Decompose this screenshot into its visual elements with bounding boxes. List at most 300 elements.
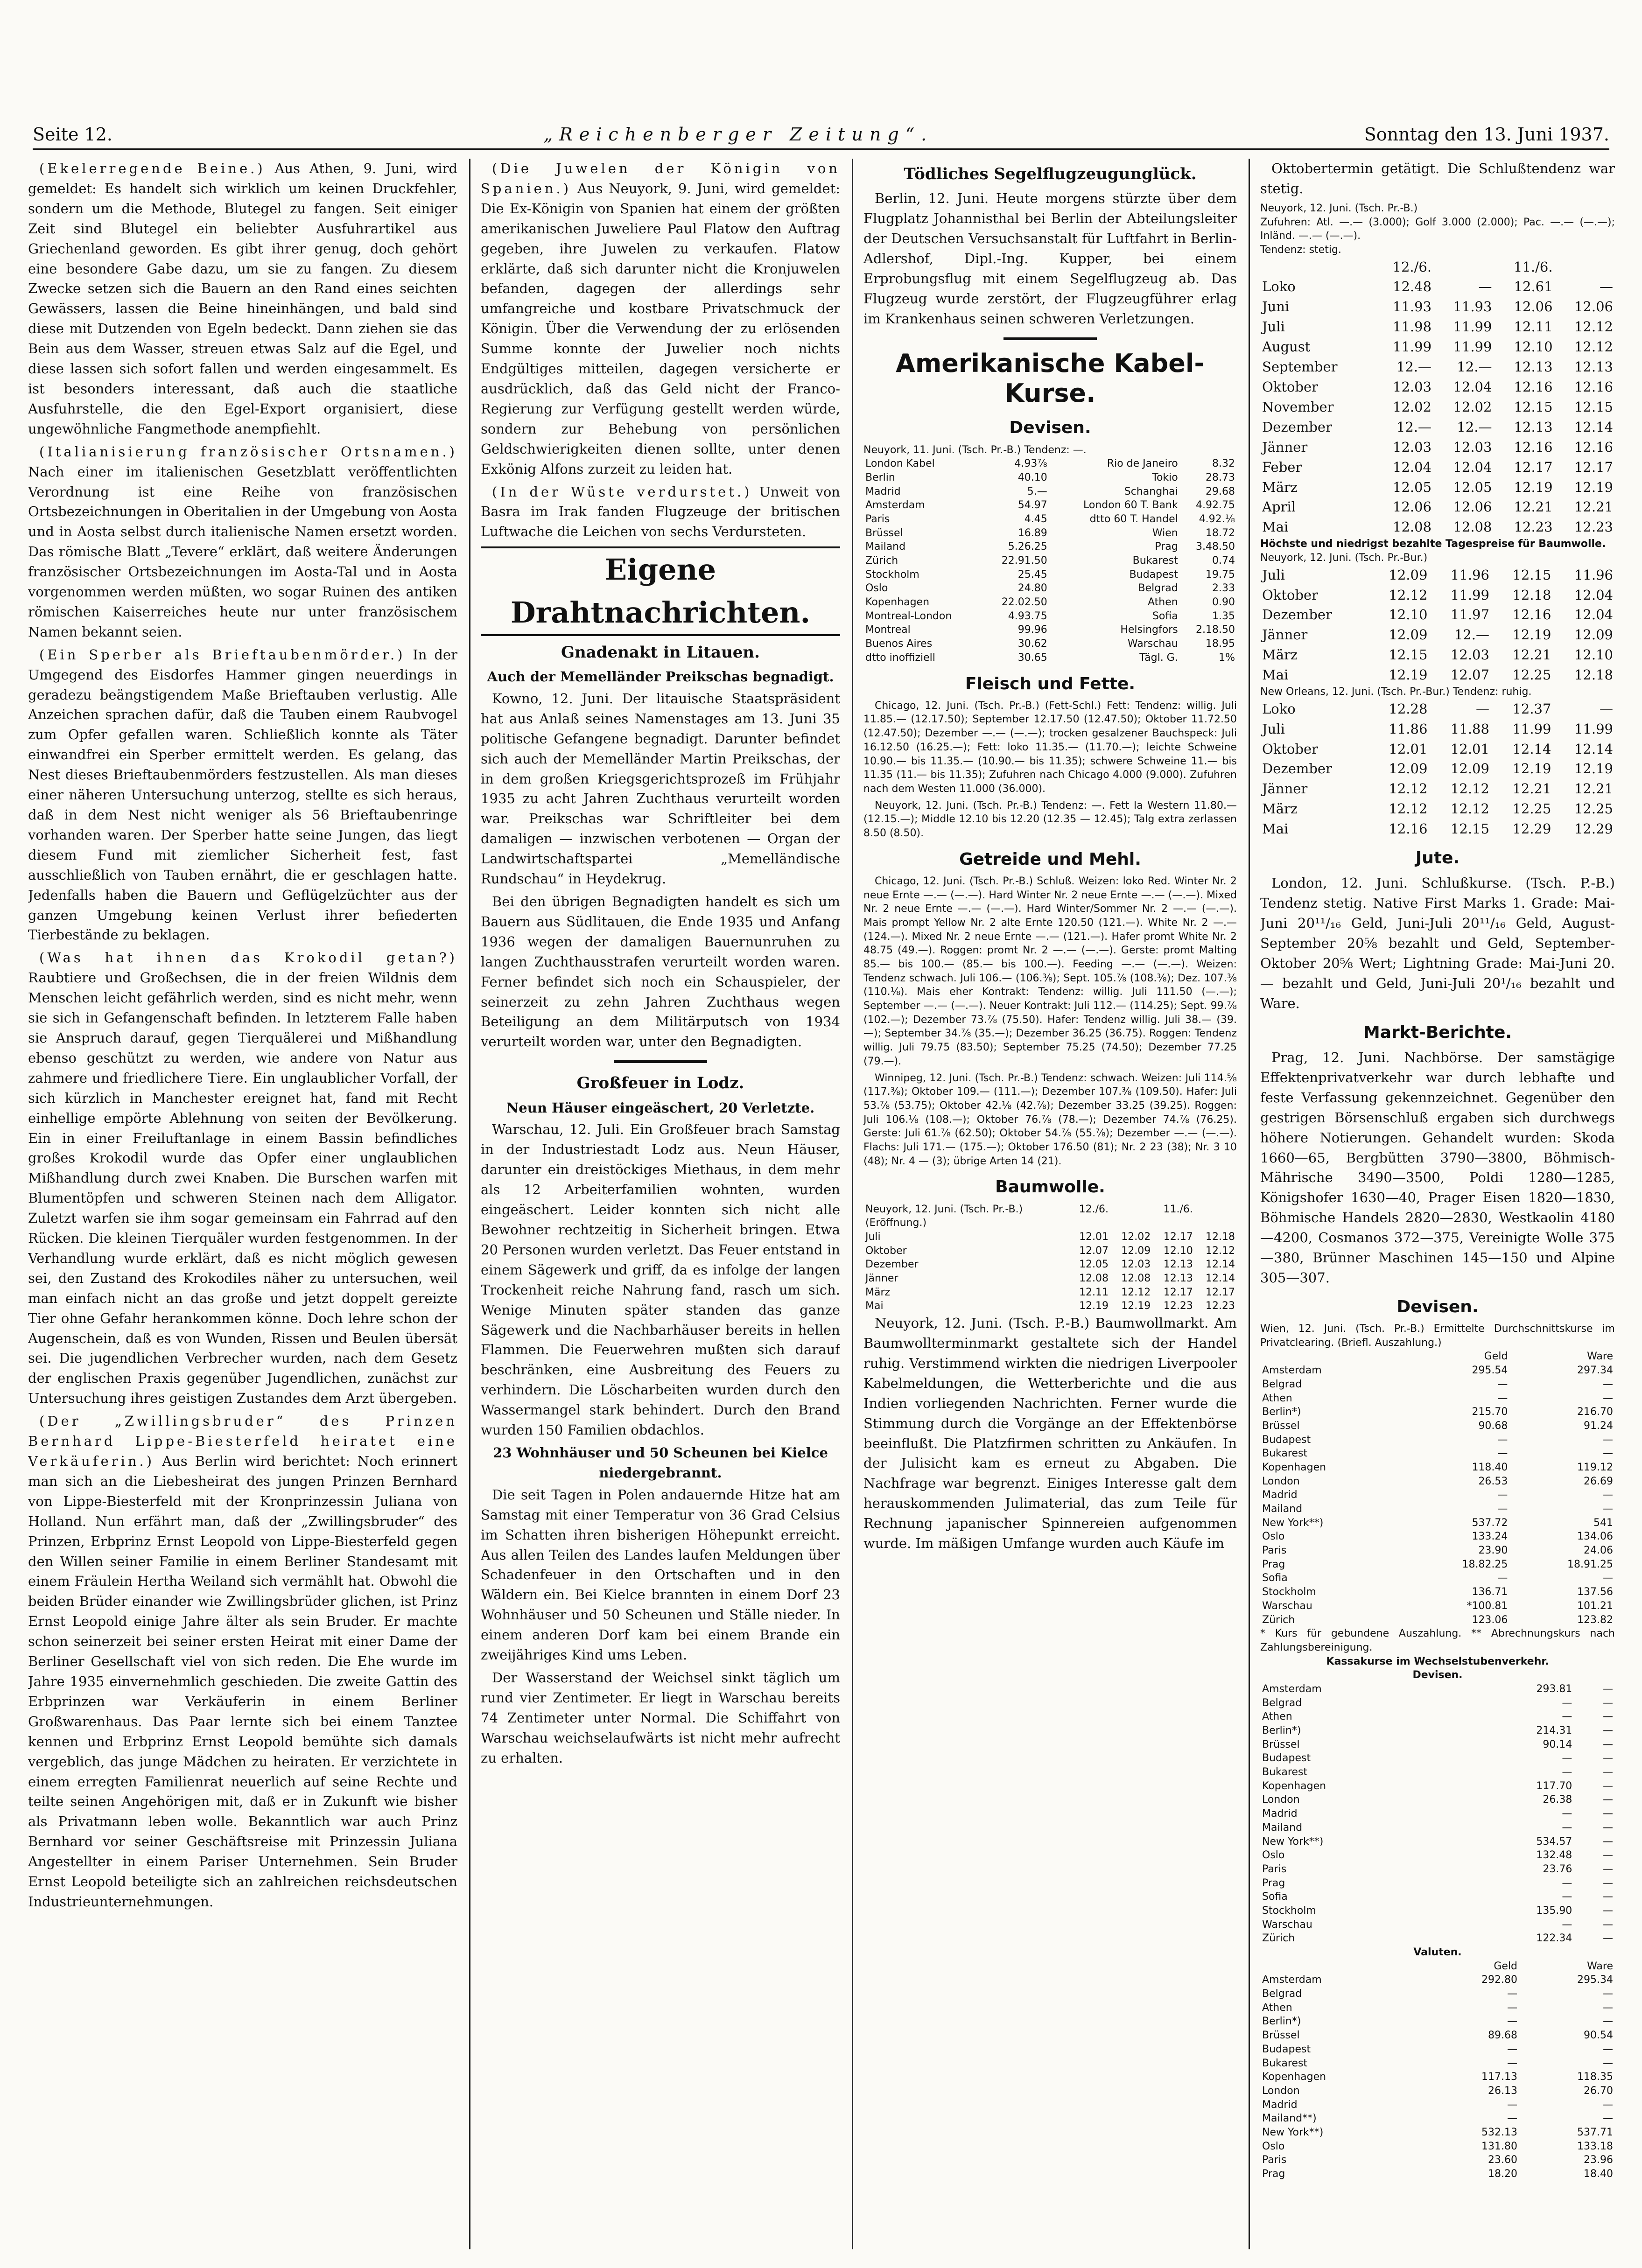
table-cell: 12.08 — [1393, 519, 1432, 535]
table-cell: 12.14 — [1206, 1273, 1235, 1285]
table-cell: — — [1562, 1711, 1572, 1723]
table-cell: — — [1507, 2113, 1517, 2125]
table-cell: Oktober — [1262, 587, 1319, 603]
table-cell: — — [1562, 1766, 1572, 1778]
table-cell: 12.19 — [1514, 479, 1553, 495]
table-cell: 12.— — [1454, 627, 1489, 643]
table-row — [1260, 1751, 1615, 1765]
table-cell: 12.17 — [1206, 1286, 1235, 1298]
table-row — [1260, 1973, 1615, 1987]
table-cell: — — [1603, 1392, 1613, 1404]
table-row — [1260, 497, 1615, 517]
newspaper-title: „Reichenberger Zeitung“. — [543, 124, 933, 145]
page-number: Seite 12. — [33, 124, 112, 145]
table-cell: 12.21 — [1574, 781, 1613, 797]
table-cell: 118.40 — [1472, 1461, 1508, 1473]
table-cell: 12.25 — [1512, 801, 1551, 817]
table-cell: 119.12 — [1577, 1461, 1613, 1473]
table-header-cell — [1260, 1350, 1404, 1364]
table-row — [863, 623, 1237, 637]
table-cell: Bukarest — [1262, 1448, 1308, 1460]
table-cell: Jänner — [1262, 627, 1308, 643]
table-cell: 12.15 — [1450, 821, 1489, 837]
section-heading: Baumwolle. — [995, 1177, 1105, 1197]
table-cell: New York**) — [1262, 1517, 1324, 1529]
table-cell: 12.13 — [1514, 419, 1553, 435]
table-cell: Prag — [1155, 541, 1178, 553]
table-header-cell: 11./6. — [1514, 259, 1553, 275]
table-cell: — — [1603, 1835, 1613, 1848]
table-cell: 8.32 — [1212, 458, 1235, 470]
table-cell: 12.19 — [1389, 667, 1428, 683]
column-divider — [469, 159, 470, 2249]
section-banner: Eigene Drahtnachrichten. — [481, 546, 840, 636]
article-text: Neuyork, 12. Juni. (Tsch. P.-B.) Baumwollmarkt. Am Baumwollterminmarkt gestaltete sich der Handel ruhig. Verstimmend wirkten die niedrigen Liverpooler Kabelmeldungen, die Wetterberichte und die aus Indien vorliegenden Nachrichten. Ferner wurde die Stimmung durch die Vorgänge an der Effektenbörse beeinflußt. Die Platzfirmen schritten zu Ankäufen. In der Julisicht kam es erneut zu Abgaben. Die Nachfrage war begrenzt. Einiges Interesse galt dem herauskommenden Julimaterial, das zum Teile für Rechnung japanischer Spinnereien aufgenommen wurde. Im mäßigen Umfange wurden auch Käufe im — [863, 1315, 1237, 1552]
article-title: (In der Wüste verdurstet.) — [492, 483, 752, 500]
table-caption: Wien, 12. Juni. (Tsch. Pr.-B.) Ermittelte Durchschnittskurse im Privatclearing. (Briefl. Auszahlung.) — [1260, 1323, 1615, 1349]
table-cell: 12.16 — [1514, 439, 1553, 455]
table-cell: 12.08 — [1079, 1273, 1109, 1285]
devisen-table — [863, 457, 1237, 665]
table-row — [1260, 1696, 1615, 1710]
table-cell: 131.80 — [1481, 2140, 1517, 2152]
table-cell: 11.88 — [1450, 721, 1489, 737]
article-title: (Ekelerregende Beine.) — [39, 161, 266, 176]
new-orleans-table — [1260, 699, 1615, 839]
table-cell: Montreal — [865, 624, 911, 636]
table-cell: — — [1497, 1503, 1508, 1515]
table-cell: 118.35 — [1577, 2071, 1613, 2083]
table-cell: 297.34 — [1577, 1365, 1613, 1377]
table-cell: — — [1603, 1863, 1613, 1875]
table-cell: 11.99 — [1453, 319, 1492, 335]
section-heading: Getreide und Mehl. — [959, 849, 1141, 869]
table-cell: 12.09 — [1389, 627, 1428, 643]
table-cell: 132.48 — [1536, 1849, 1572, 1862]
table-row — [1260, 1433, 1615, 1447]
table-cell: Oktober — [1262, 741, 1319, 757]
table-cell: 18.20 — [1488, 2168, 1517, 2180]
table-cell: 89.68 — [1488, 2030, 1517, 2042]
table-cell: Kopenhagen — [865, 596, 930, 609]
article-text: Winnipeg, 12. Juni. (Tsch. Pr.-B.) Tendenz: schwach. Weizen: Juli 114.⅝ (117.⅜); Oktober 109.— (111.—); Dezember 107.⅜ (109.50). Hafer: Juli 53.⅞ (53.75); Oktober 42.⅛ (42.⅞); Dezember 33.25 (39.25). Roggen: Juli 106.⅛ (108.—); Oktober 76.⅞ (78.—); Dezember 74.⅞ (76.25). Gerste: Juli 61.⅞ (62.50); Oktober 54.⅞ (55.⅞); Dezember —.— (—.—). Flachs: Juli 171.— (175.—); Oktober 176.50 (81); Nr. 2 23 (38); Nr. 3 10 (48); Nr. 4 — (3); übrige Arten 14 (21). — [863, 1072, 1237, 1167]
table-cell: 12.04 — [1574, 587, 1613, 603]
table-cell: 12.03 — [1450, 647, 1489, 663]
table-row — [1260, 1419, 1615, 1433]
article-title: (Was hat ihnen das Krokodil getan?) — [39, 950, 457, 966]
table-cell: 12.07 — [1079, 1245, 1109, 1257]
table-cell: 12.16 — [1574, 439, 1613, 455]
table-cell: — — [1507, 2099, 1517, 2111]
table-row — [1260, 357, 1615, 377]
table-cell: 12.06 — [1514, 299, 1553, 315]
table-cell: 23.90 — [1478, 1545, 1508, 1557]
table-cell: 16.89 — [1017, 527, 1047, 539]
table-row — [863, 498, 1237, 512]
table-cell: 12.12 — [1574, 339, 1613, 355]
table-row — [1260, 1862, 1615, 1876]
table-cell: Zürich — [865, 555, 898, 567]
table-cell: 26.13 — [1488, 2085, 1517, 2097]
table-cell: 12.17 — [1163, 1231, 1193, 1243]
table-cell: — — [1507, 2043, 1517, 2055]
table-cell: 123.06 — [1472, 1614, 1508, 1626]
table-cell: 12.04 — [1393, 459, 1432, 475]
table-cell: 12.12 — [1450, 801, 1489, 817]
table-cell: Zürich — [1262, 1932, 1295, 1945]
table-row — [1260, 1793, 1615, 1807]
table-cell: 22.91.50 — [1001, 555, 1047, 567]
table-cell: — — [1603, 1918, 1613, 1931]
table-cell: Mai — [865, 1300, 884, 1312]
table-cell: 137.56 — [1577, 1586, 1613, 1598]
table-cell: Madrid — [1262, 2099, 1298, 2111]
table-cell: (Eröffnung.) — [865, 1217, 927, 1229]
table-cell: 12.06 — [1453, 499, 1492, 515]
table-row — [1260, 1710, 1615, 1724]
header-rule — [33, 148, 1609, 150]
table-cell: — — [1478, 279, 1492, 295]
table-cell: London — [1262, 2085, 1300, 2097]
table-cell: Belgrad — [1262, 1988, 1302, 2000]
article-text: Der Wasserstand der Weichsel sinkt täglich um rund vier Zentimeter. Er liegt in Warschau bereits 74 Zentimeter unter Normal. Die Schiffahrt von Warschau weichselaufwärts ist nicht mehr aufrecht zu erhalten. — [481, 1669, 840, 1766]
article — [28, 1411, 457, 1912]
table-cell: 29.68 — [1206, 485, 1235, 497]
table-cell: 23.76 — [1543, 1863, 1572, 1875]
table-cell: 18.91.25 — [1567, 1558, 1613, 1570]
article-text: Raubtiere und Großechsen, die in der freien Wildnis dem Menschen leicht gefährlich werden, sind es nicht mehr, wenn sie sich in Gefangenschaft befinden. In letzterem Falle haben sie Anspruch darauf, gegen Tierquälerei und Mißhandlung ebenso geschützt zu werden, wie andere von Natur aus zahmere und friedlichere Tiere. Ein unglaublicher Vorfall, der sich kürzlich in Manchester ereignet hat, fand mit Recht einhellige empörte Ablehnung von seiten der Bevölkerung. Ein in einer Freiluftanlage in einem Bassin befindliches großes Krokodil wurde das Opfer einer unglaublichen Mißhandlung durch zwei Knaben. Die Burschen warfen mit Blumentöpfen und schweren Steinen nach dem Alligator. Zuletzt warfen sie ihm sogar gemeinsam ein Fahrrad auf den Rücken. Die kleinen Tierquäler wurden festgenommen. In der Verhandlung wurde erklärt, daß es nicht möglich gewesen sei, den Zustand des Krokodiles näher zu untersuchen, weil man einfach nicht an das große und jetzt doppelt gereizte Tier ohne Gefahr herankommen könne. Doch lehre schon der Augenschein, daß es von Wunden, Rissen und Beulen übersät sei. Die jugendlichen Verbrecher wurden, nach dem Gesetz der englischen Praxis gegenüber Jugendlichen, zunächst zur Untersuchung ihres geistigen Zustandes dem Arzt übergeben. — [28, 970, 457, 1407]
table-cell: — — [1603, 2057, 1613, 2069]
table-row — [1260, 2098, 1615, 2112]
table-cell: Berlin — [865, 471, 895, 483]
table-cell: 12.08 — [1121, 1273, 1151, 1285]
table-row — [863, 1299, 1237, 1313]
table-cell: New York**) — [1262, 1835, 1324, 1848]
table-cell: Sofia — [1152, 610, 1178, 622]
table-cell: 12.11 — [1514, 319, 1553, 335]
table-header-cell: Neuyork, 12. Juni. (Tsch. Pr.-B.) — [865, 1203, 1023, 1215]
table-row — [1260, 1392, 1615, 1406]
table-cell: 1.35 — [1212, 610, 1235, 622]
table-cell: 541 — [1593, 1517, 1613, 1529]
table-cell: 12.23 — [1163, 1300, 1193, 1312]
table-cell: 12.05 — [1079, 1259, 1109, 1271]
column-2 — [481, 159, 840, 2249]
table-cell: Dezember — [865, 1259, 919, 1271]
table-cell: Brüssel — [1262, 2030, 1300, 2042]
table-cell: 0.74 — [1212, 555, 1235, 567]
table-cell: Jänner — [865, 1273, 898, 1285]
section-subheading: Kassakurse im Wechselstubenverkehr. — [1326, 1655, 1549, 1667]
section-heading: Devisen. — [1009, 418, 1091, 438]
table-cell: 136.71 — [1472, 1586, 1508, 1598]
table-cell: 292.80 — [1481, 1974, 1517, 1986]
table-cell: 12.05 — [1453, 479, 1492, 495]
table-cell: Paris — [1262, 2154, 1287, 2166]
table-row — [863, 568, 1237, 582]
table-row — [863, 651, 1237, 665]
table-cell: *100.81 — [1467, 1600, 1508, 1612]
section-heading: Devisen. — [1396, 1297, 1479, 1316]
table-cell: 12.10 — [1163, 1245, 1193, 1257]
table-cell: 295.54 — [1472, 1365, 1508, 1377]
table-row — [1260, 2057, 1615, 2071]
article-text: Chicago, 12. Juni. (Tsch. Pr.-B.) (Fett-Schl.) Fett: Tendenz: willig. Juli 11.85.— (12.17.50); September 12.17.50 (12.47.50); Oktober 11.72.50 (12.47.50); Dezember —.— (—.—); trocken gesalzener Bauchspeck: Juli 16.12.50 (16.25.—); Fett: loko 11.35.— (11.70.—); leichte Schweine 10.90.— bis 11.35.— (10.90.— bis 11.35); schwere Schweine 11.— bis 11.35 (11.— bis 11.35); Zufuhren nach Chicago 4.000 (9.000). Zufuhren nach dem Westen 11.000 (36.000). — [863, 700, 1237, 795]
table-cell: 12.03 — [1121, 1259, 1151, 1271]
table-row — [1260, 759, 1615, 779]
table-cell: März — [865, 1286, 891, 1298]
table-cell: 12.17 — [1514, 459, 1553, 475]
table-cell: Madrid — [865, 485, 901, 497]
table-cell: — — [1603, 1891, 1613, 1903]
baumwolle-table — [1260, 257, 1615, 538]
table-cell: 90.54 — [1584, 2030, 1613, 2042]
table-row — [1260, 2167, 1615, 2181]
table-cell: — — [1603, 2099, 1613, 2111]
table-cell: 12.01 — [1450, 741, 1489, 757]
table-cell: Montreal-London — [865, 610, 952, 622]
kassakurse-table — [1260, 1682, 1615, 1946]
table-cell: Jänner — [1262, 439, 1308, 455]
table-cell: 537.71 — [1577, 2126, 1613, 2138]
table-cell: 12.10 — [1389, 607, 1428, 623]
table-cell: — — [1497, 1448, 1508, 1460]
table-cell: — — [1603, 1378, 1613, 1390]
table-cell: 12.09 — [1121, 1245, 1151, 1257]
table-header-cell: Ware — [1587, 1960, 1613, 1972]
table-cell: 12.07 — [1450, 667, 1489, 683]
table-cell: 12.02 — [1121, 1231, 1151, 1243]
table-cell: April — [1262, 499, 1296, 515]
table-cell: 30.65 — [1017, 651, 1047, 664]
table-cell: 12.12 — [1389, 587, 1428, 603]
table-header-cell — [1433, 257, 1494, 277]
table-cell: 293.81 — [1536, 1683, 1572, 1695]
table-row — [1260, 1835, 1615, 1849]
section-heading: Fleisch und Fette. — [965, 674, 1136, 693]
table-cell: — — [1603, 1752, 1613, 1764]
article-text: Berlin, 12. Juni. Heute morgens stürzte über dem Flugplatz Johannisthal bei Berlin der Abteilungsleiter der Deutschen Versuchsanstalt für Luftfahrt in Berlin-Adlershof, Dipl.-Ing. Kupper, bei einem Erprobungsflug mit einem Segelflugzeug ab. Das Flugzeug wurde zerstört, der Flugzeugführer erlag im Krankenhaus seinen schweren Verletzungen. — [863, 190, 1237, 327]
table-cell: Belgrad — [1138, 582, 1178, 595]
article-text: Warschau, 12. Juli. Ein Großfeuer brach Samstag in der Industriestadt Lodz aus. Neun Häuser, darunter ein dreistöckiges Miethaus, in dem mehr als 12 Arbeiterfamilien wohnten, wurden eingeäschert. Leider konnten sich nicht alle Bewohner rechtzeitig in Sicherheit bringen. Etwa 20 Personen wurden verletzt. Das Feuer entstand in einem Sägewerk und griff, da es infolge der langen Trockenheit reiche Nahrung fand, rasch um sich. Wenige Minuten später standen das ganze Sägewerk und die Nachbarhäuser bereits in hellen Flammen. Die Feuerwehren mußten sich darauf beschränken, eine Ausbreitung des Feuers zu verhindern. Die Löscharbeiten wurden durch den Wassermangel stark behindert. Durch den Brand wurden 150 Familien obdachlos. — [481, 1121, 840, 1438]
table-row — [863, 637, 1237, 651]
table-cell: Helsingfors — [1120, 624, 1178, 636]
table-cell: — — [1497, 1378, 1508, 1390]
table-cell: März — [1262, 801, 1298, 817]
table-cell: 12.02 — [1453, 399, 1492, 415]
table-cell: 12.10 — [1574, 647, 1613, 663]
table-cell: Sofia — [1262, 1891, 1288, 1903]
table-cell: 12.— — [1457, 359, 1492, 375]
table-cell: März — [1262, 479, 1298, 495]
table-cell: 18.95 — [1206, 638, 1235, 650]
table-cell: 12.18 — [1512, 587, 1551, 603]
table-cell: Madrid — [1262, 1808, 1298, 1820]
table-cell: 12.03 — [1393, 379, 1432, 395]
table-cell: 30.62 — [1017, 638, 1047, 650]
table-row — [863, 471, 1237, 485]
table-cell: 4.93⅞ — [1014, 458, 1047, 470]
table-cell: — — [1603, 1448, 1613, 1460]
table-cell: 12.48 — [1393, 279, 1432, 295]
table-cell: London 60 T. Bank — [1083, 499, 1178, 511]
table-cell: 12.21 — [1512, 781, 1551, 797]
section-heading: Großfeuer in Lodz. — [576, 1074, 744, 1093]
table-cell: Juni — [1262, 299, 1290, 315]
table-cell: 1% — [1219, 651, 1235, 664]
article-text: Aus Athen, 9. Juni, wird gemeldet: Es handelt sich wirklich um keinen Druckfehler, sondern um die Methode, Blutegel zu fangen. Seit einiger Zeit sind Blutegel ein beliebter Ausfuhrartikel aus Griechenland geworden. Es gibt ihrer genug, doch gehört eine besondere Gabe dazu, um sie zu fangen. Zu diesem Zwecke setzen sich die Bauern an den Rand eines seichten Gewässers, lassen die Beine hineinhängen, und bald sind diese mit Dutzenden von Egeln bedeckt. Dann ziehen sie das Bein aus dem Wasser, streuen etwas Salz auf die Egel, und diese lassen sich sofort fallen und werden eingesammelt. Es ist besonders interessant, daß auch die staatliche Ausfuhrstelle, die den Egel-Export organisiert, diese ungewöhnliche Fangmethode anempfiehlt. — [28, 161, 457, 437]
article-title: (Ein Sperber als Brieftaubenmörder.) — [39, 646, 406, 663]
table-row — [1260, 1475, 1615, 1489]
table-cell: — — [1603, 1794, 1613, 1806]
column-3 — [863, 159, 1237, 2249]
table-row — [1260, 1848, 1615, 1862]
section-subheading: Auch der Memelländer Preikschas begnadigt. — [487, 669, 834, 685]
article-title: (Der „Zwillingsbruder“ des Prinzen Bernhard Lippe-Biesterfeld heiratet eine Verkäuferin.) — [28, 1413, 457, 1469]
table-row — [1260, 2043, 1615, 2057]
table-row — [1260, 1682, 1615, 1696]
table-cell: Paris — [1262, 1863, 1287, 1875]
table-cell: 26.70 — [1584, 2085, 1613, 2097]
article-title: (Italianisierung französischer Ortsnamen.) — [39, 443, 457, 460]
table-cell: Kopenhagen — [1262, 1461, 1326, 1473]
table-cell: 4.92.75 — [1196, 499, 1235, 511]
table-cell: 12.17 — [1163, 1286, 1193, 1298]
table-cell: 11.97 — [1450, 607, 1489, 623]
table-cell: 133.18 — [1577, 2140, 1613, 2152]
table-row — [863, 1272, 1237, 1286]
table-row — [1260, 377, 1615, 397]
table-cell: 11.99 — [1574, 721, 1613, 737]
table-row — [863, 1244, 1237, 1258]
table-cell: 4.45 — [1024, 513, 1047, 525]
table-cell: 12.21 — [1514, 499, 1553, 515]
table-cell: — — [1603, 1988, 1613, 2000]
table-cell: Oslo — [1262, 2140, 1285, 2152]
table-cell: — — [1603, 2002, 1613, 2014]
article-text: In der Umgegend des Eisdorfes Hammer gingen neuerdings in geradezu beängstigendem Maße Brieftauben verlustig. Alle Anzeichen sprachen dafür, daß die Tauben einem Raubvogel zum Opfer gefallen waren. Schließlich konnte als Täter einwandfrei ein Sperber ermittelt werden. Es gelang, das Nest dieses Brieftaubenmörders festzustellen. Als man dieses einer näheren Untersuchung unterzog, stellte es sich heraus, daß in dem Nest nicht weniger als 56 Brieftaubenringe vorhanden waren. Der Sperber hatte seine Jungen, das liegt diesem Fund mit ziemlicher Sicherheit fest, fast ausschließlich von Tauben ernährt, die er geschlagen hatte. Jedenfalls haben die Bauern und Geflügelzüchter aus der ganzen Umgebung keinen Verlust ihrer befiederten Tierbestände zu beklagen. — [28, 646, 457, 943]
table-cell: 12.04 — [1574, 607, 1613, 623]
table-cell: — — [1507, 2057, 1517, 2069]
table-cell: 215.70 — [1472, 1406, 1508, 1418]
separator — [614, 1060, 707, 1063]
table-cell: 12.14 — [1206, 1259, 1235, 1271]
table-cell: Jänner — [1262, 781, 1308, 797]
table-header-cell: 11./6. — [1163, 1203, 1193, 1215]
table-cell: November — [1262, 399, 1334, 415]
table-cell: Warschau — [1127, 638, 1178, 650]
table-cell: 12.25 — [1512, 667, 1551, 683]
article-text: Oktobertermin getätigt. Die Schlußtendenz war stetig. — [1260, 161, 1615, 196]
table-cell: Oslo — [1262, 1849, 1285, 1862]
table-cell: Stockholm — [1262, 1586, 1316, 1598]
table-cell: — — [1603, 1711, 1613, 1723]
table-cell: 11.96 — [1574, 567, 1613, 583]
article — [28, 159, 457, 439]
section-heading: Markt-Berichte. — [1363, 1022, 1512, 1042]
table-row — [1260, 819, 1615, 839]
table-row — [1260, 2126, 1615, 2140]
section-subheading: Valuten. — [1413, 1946, 1462, 1959]
table-cell: — — [1603, 1849, 1613, 1862]
table-row — [1260, 665, 1615, 685]
table-cell: — — [1562, 1697, 1572, 1709]
table-row — [1260, 1405, 1615, 1419]
table-cell: 11.99 — [1453, 339, 1492, 355]
article-text: Aus Berlin wird berichtet: Noch erinnert man sich an die Liebesheirat des jungen Prinzen Bernhard von Lippe-Biesterfeld mit der Kronprinzessin Juliana von Holland. Nun erfährt man, daß der „Zwillingsbruder“ des Prinzen, Erbprinz Ernst Leopold von Lippe-Biesterfeld gegen den Willen seiner Familie in einem Berliner Standesamt mit einem Fräulein Hertha Weiland sich vermählt hat. Obwohl die beiden Brüder einander wie Zwillingsbrüder glichen, ist Prinz Ernst Leopold einige Jahre älter als sein Bruder. Er machte schon seinerzeit bei seiner ersten Heirat mit einer Dame der Berliner Gesellschaft viel von sich reden. Die Ehe wurde im Jahre 1935 einvernehmlich geschieden. Die zweite Gattin des Erbprinzen war Verkäuferin in einem Berliner Großwarenhaus. Das Paar lernte sich bei einem Tanztee kennen und Erbprinz Ernst Leopold bemühte sich damals vergeblich, das junge Mädchen zu heiraten. Er verzichtete in einem erregten Familienrat neuerlich auf seine Rechte und teilte seinen Angehörigen mit, daß er in Zukunft wie bisher als Privatmann leben wolle. Bekanntlich war auch Prinz Bernhard vor seiner Geschäftsreise mit Prinzessin Juliana Angestellter in einem Pariser Unternehmen. Sein Bruder Ernst Leopold beteiligte sich an zahlreichen reichsdeutschen Industrieunternehmungen. — [28, 1453, 457, 1910]
table-cell: 12.23 — [1206, 1300, 1235, 1312]
table-row — [1260, 417, 1615, 437]
table-cell — [1110, 1216, 1152, 1230]
article — [28, 645, 457, 945]
table-cell: Rio de Janeiro — [1107, 458, 1178, 470]
table-cell: 11.99 — [1393, 339, 1432, 355]
table-cell: 24.06 — [1584, 1545, 1613, 1557]
table-cell: Warschau — [1262, 1918, 1312, 1931]
table-row — [1260, 2015, 1615, 2029]
article-text: Die seit Tagen in Polen andauernde Hitze hat am Samstag mit einer Temperatur von 36 Grad Celsius im Schatten ihren bisherigen Höhepunkt erreicht. Aus allen Teilen des Landes laufen Meldungen über Schadenfeuer in den Ortschaften und in den Wäldern ein. Bei Kielce brannten in einem Dorf 23 Wohnhäuser und 50 Scheunen und Ställe nieder. In einem anderen Dorf kam bei einem Brande ein zweijähriges Kind ums Leben. — [481, 1486, 840, 1663]
table-row — [1260, 1558, 1615, 1572]
section-subheading: Devisen. — [1412, 1669, 1463, 1681]
table-cell: Amsterdam — [1262, 1683, 1322, 1695]
table-cell: 11.93 — [1453, 299, 1492, 315]
table-cell: 12.12 — [1389, 801, 1428, 817]
table-cell: — — [1603, 1489, 1613, 1501]
table-row — [1260, 2112, 1615, 2126]
table-cell: Oslo — [865, 582, 888, 595]
table-cell: 12.04 — [1453, 379, 1492, 395]
table-cell: 12.— — [1396, 359, 1432, 375]
table-row — [863, 595, 1237, 609]
table-cell: Mai — [1262, 821, 1289, 837]
table-cell: 12.12 — [1450, 781, 1489, 797]
table-cell: 122.34 — [1536, 1932, 1572, 1945]
table-cell: — — [1600, 279, 1613, 295]
table-cell: Kopenhagen — [1262, 1780, 1326, 1792]
table-cell: 24.80 — [1017, 582, 1047, 595]
table-cell: Bukarest — [1132, 555, 1178, 567]
baumwolle-table — [863, 1203, 1237, 1314]
section-heading: Tödliches Segelflugzeugunglück. — [904, 165, 1197, 183]
table-cell: 23.60 — [1488, 2154, 1517, 2166]
table-cell: — — [1603, 1503, 1613, 1515]
table-cell: 5.26.25 — [1008, 541, 1047, 553]
table-cell: 295.34 — [1577, 1974, 1613, 1986]
table-cell: — — [1507, 2002, 1517, 2014]
table-cell: 11.86 — [1389, 721, 1428, 737]
table-cell: 123.82 — [1577, 1614, 1613, 1626]
table-caption: Zufuhren: Atl. —.— (3.000); Golf 3.000 (2.000); Pac. —.— (—.—); Inländ. —.— (—.—). — [1260, 216, 1615, 242]
table-cell: Brüssel — [1262, 1738, 1300, 1750]
table-row — [1260, 337, 1615, 357]
table-cell: — — [1603, 2016, 1613, 2028]
table-row — [1260, 1544, 1615, 1558]
table-cell: — — [1507, 2016, 1517, 2028]
table-cell: 26.53 — [1478, 1475, 1508, 1487]
table-cell: 12.14 — [1512, 741, 1551, 757]
table-row — [1260, 719, 1615, 739]
table-cell: Berlin*) — [1262, 1406, 1301, 1418]
table-cell: 12.15 — [1512, 567, 1551, 583]
table-row — [1260, 317, 1615, 337]
table-cell: 117.70 — [1536, 1780, 1572, 1792]
table-cell: 12.01 — [1079, 1231, 1109, 1243]
table-cell: Budapest — [1262, 1434, 1311, 1446]
table-cell: 12.16 — [1512, 607, 1551, 623]
table-cell: 12.14 — [1574, 419, 1613, 435]
table-cell: 90.68 — [1478, 1420, 1508, 1432]
table-cell: Juli — [1262, 319, 1285, 335]
